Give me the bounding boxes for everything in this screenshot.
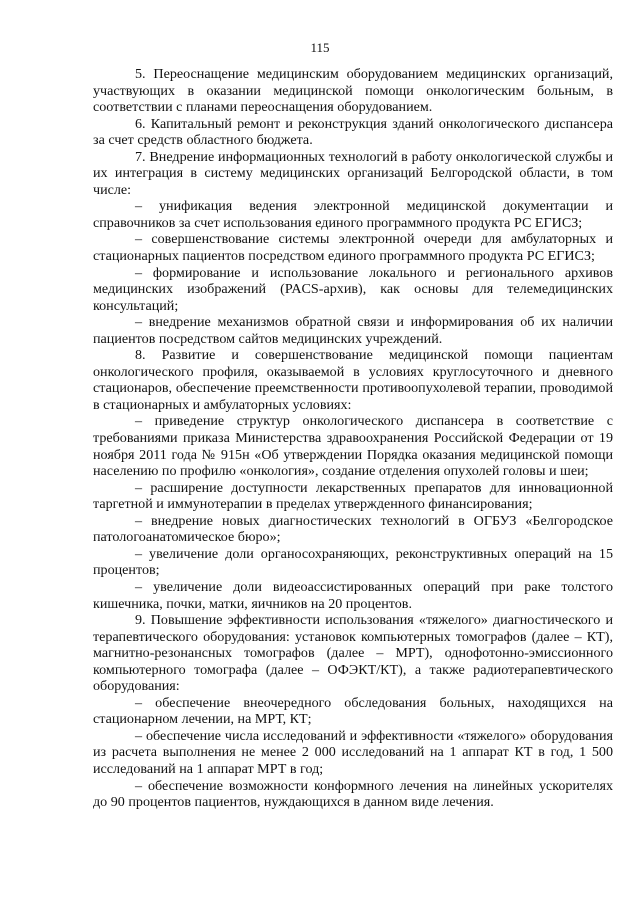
page-number: 115 <box>310 40 330 55</box>
paragraph-item-6: 6. Капитальный ремонт и реконструкция зданий онкологического диспансера за счет средств областного бюджета. <box>93 115 613 149</box>
list-item: – обеспечение внеочередного обследования больных, находящихся на стационарном лечении, на МРТ, КТ; <box>93 694 613 728</box>
paragraph-item-7: 7. Внедрение информационных технологий в работу онкологической службы и их интеграция в систему медицинских организаций Белгородской области, в том числе: <box>93 148 613 198</box>
list-item: – совершенствование системы электронной очереди для амбулаторных и стационарных пациентов посредством единого программного продукта РС ЕГИСЗ; <box>93 231 613 265</box>
paragraph-item-5: 5. Переоснащение медицинским оборудованием медицинских организаций, участвующих в оказании медицинской помощи онкологическим больным, в соответствии с планами переоснащения оборудованием. <box>93 66 613 116</box>
list-item: – увеличение доли видеоассистированных операций при раке толстого кишечника, почки, матки, яичников на 20 процентов. <box>93 578 613 612</box>
list-item: – приведение структур онкологического диспансера в соответствие с требованиями приказа Министерства здравоохранения Российской Федерации от 19 ноября 2011 года № 915н «Об утверждении Порядка оказания медицинской помощи населению по профилю «онкология», создание отделения опухолей головы и шеи; <box>93 413 613 480</box>
paragraph-item-9: 9. Повышение эффективности использования «тяжелого» диагностического и терапевтического оборудования: установок компьютерных томографов (далее – КТ), магнитно-резонансных томографов (далее – МРТ), однофотонно-эмиссионного компьютерного томографа (далее – ОФЭКТ/КТ), а также радиотерапевтического оборудования: <box>93 612 613 695</box>
list-item: – обеспечение возможности конформного лечения на линейных ускорителях до 90 процентов пациентов, нуждающихся в данном виде лечения. <box>93 777 613 811</box>
list-item: – внедрение новых диагностических технологий в ОГБУЗ «Белгородское патологоанатомическое бюро»; <box>93 512 613 546</box>
list-item: – расширение доступности лекарственных препаратов для инновационной таргетной и иммунотерапии в пределах утвержденного финансирования; <box>93 479 613 513</box>
paragraph-item-8: 8. Развитие и совершенствование медицинской помощи пациентам онкологического профиля, оказываемой в условиях круглосуточного и дневного стационаров, обеспечение преемственности противоопухолевой терапии, проводимой в стационарных и амбулаторных условиях: <box>93 347 613 413</box>
list-item: – формирование и использование локального и регионального архивов медицинских изображений (PACS-архив), как основы для телемедицинских консультаций; <box>93 264 613 314</box>
list-item: – обеспечение числа исследований и эффективности «тяжелого» оборудования из расчета выполнения не менее 2 000 исследований на 1 аппарат КТ в год, 1 500 исследований на 1 аппарат МРТ в год; <box>93 727 613 777</box>
list-item: – внедрение механизмов обратной связи и информирования об их наличии пациентов посредством сайтов медицинских учреждений. <box>93 314 613 347</box>
list-item: – унификация ведения электронной медицинской документации и справочников за счет использования единого программного продукта РС ЕГИСЗ; <box>93 198 613 231</box>
document-body <box>93 66 613 811</box>
list-item: – увеличение доли органосохраняющих, реконструктивных операций на 15 процентов; <box>93 545 613 579</box>
